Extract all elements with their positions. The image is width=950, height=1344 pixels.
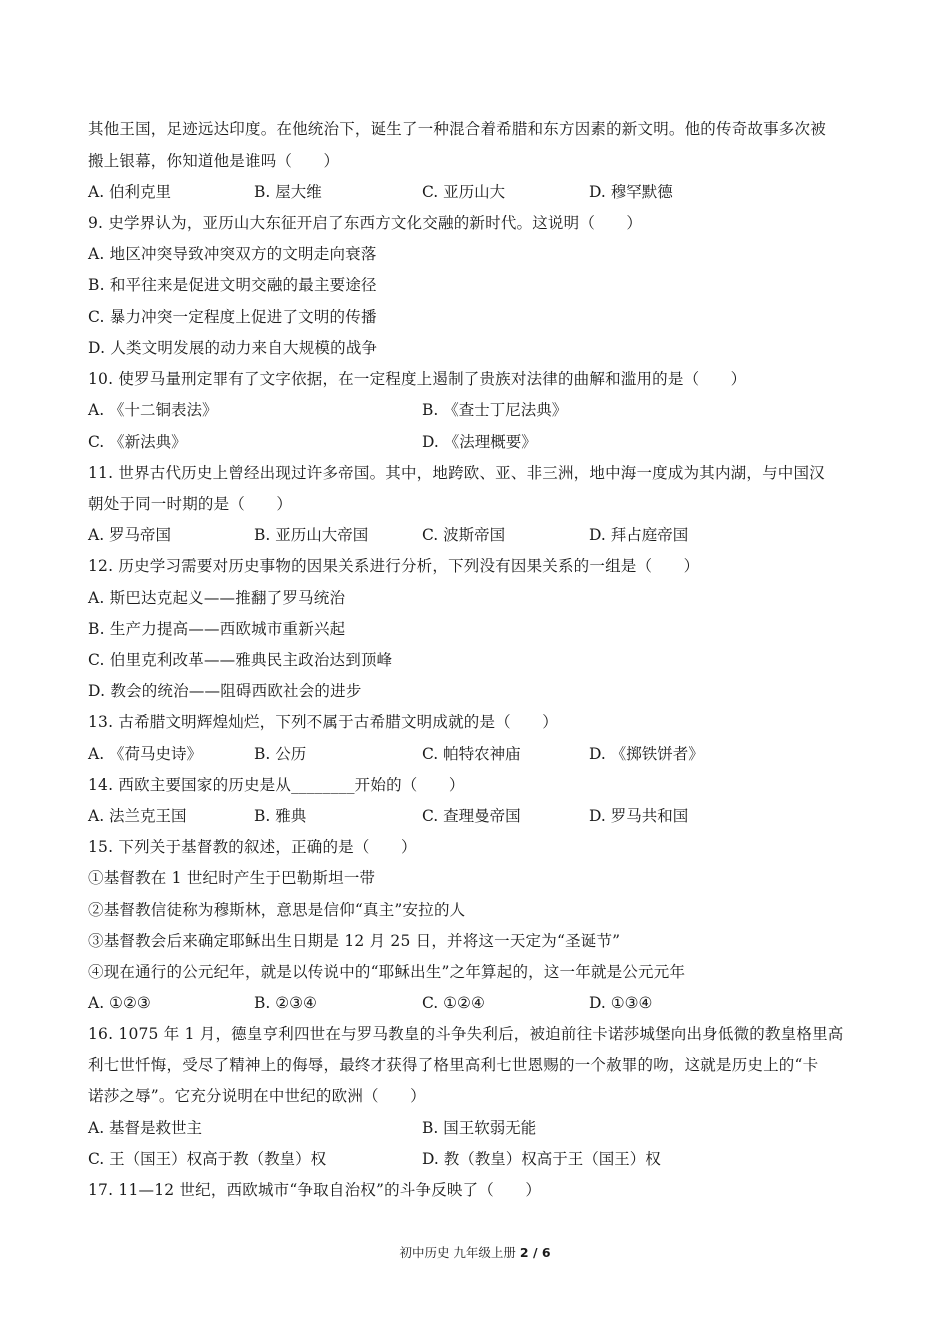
q10-option-c[interactable]: C. 《新法典》: [88, 433, 187, 451]
q9-option-b[interactable]: B. 和平往来是促进文明交融的最主要途径: [88, 276, 377, 294]
q13-option-d[interactable]: D. 《掷铁饼者》: [589, 745, 704, 763]
q15-statement-2: ②基督教信徒称为穆斯林，意思是信仰“真主”安拉的人: [88, 901, 466, 919]
q10-option-a[interactable]: A. 《十二铜表法》: [88, 401, 218, 419]
q17-stem: 17. 11—12 世纪，西欧城市“争取自治权”的斗争反映了（ ）: [88, 1181, 542, 1199]
q12-stem: 12. 历史学习需要对历史事物的因果关系进行分析，下列没有因果关系的一组是（ ）: [88, 557, 700, 575]
q8-options: [88, 182, 878, 202]
q15-options: [88, 993, 878, 1013]
q11-options: [88, 525, 878, 545]
q11-option-c[interactable]: C. 波斯帝国: [422, 526, 506, 544]
q11-option-d[interactable]: D. 拜占庭帝国: [589, 526, 689, 544]
q15-stem: 15. 下列关于基督教的叙述，正确的是（ ）: [88, 838, 417, 856]
q8-option-b[interactable]: B. 屋大维: [254, 183, 322, 201]
q9-option-d[interactable]: D. 人类文明发展的动力来自大规模的战争: [88, 339, 378, 357]
q11-option-b[interactable]: B. 亚历山大帝国: [254, 526, 369, 544]
q16-stem-line-2: 利七世忏悔，受尽了精神上的侮辱，最终才获得了格里高利七世恩赐的一个赦罪的吻，这就是历史上的“卡: [88, 1056, 819, 1074]
q15-statement-3: ③基督教会后来确定耶稣出生日期是 12 月 25 日，并将这一天定为“圣诞节”: [88, 932, 621, 950]
q16-option-c[interactable]: C. 王（国王）权高于教（教皇）权: [88, 1150, 327, 1168]
q12-option-b[interactable]: B. 生产力提高——西欧城市重新兴起: [88, 620, 346, 638]
q13-option-c[interactable]: C. 帕特农神庙: [422, 745, 521, 763]
q15-option-d[interactable]: D. ①③④: [589, 994, 653, 1012]
q13-stem: 13. 古希腊文明辉煌灿烂，下列不属于古希腊文明成就的是（ ）: [88, 713, 558, 731]
q10-stem: 10. 使罗马量刑定罪有了文字依据，在一定程度上遏制了贵族对法律的曲解和滥用的是（ ）: [88, 370, 747, 388]
q9-option-c[interactable]: C. 暴力冲突一定程度上促进了文明的传播: [88, 308, 377, 326]
q12-option-a[interactable]: A. 斯巴达克起义——推翻了罗马统治: [88, 589, 346, 607]
q16-options-row-2: [88, 1149, 878, 1169]
page-footer: [0, 1245, 950, 1261]
q12-option-d[interactable]: D. 教会的统治——阻碍西欧社会的进步: [88, 682, 362, 700]
q11-stem-line-1: 11. 世界古代历史上曾经出现过许多帝国。其中，地跨欧、亚、非三洲，地中海一度成为其内湖，与中国汉: [88, 464, 825, 482]
q16-stem-line-1: 16. 1075 年 1 月，德皇亨利四世在与罗马教皇的斗争失利后，被迫前往卡诺莎城堡向出身低微的教皇格里高: [88, 1025, 844, 1043]
q8-option-d[interactable]: D. 穆罕默德: [589, 183, 673, 201]
footer-label: 初中历史 九年级上册: [399, 1245, 520, 1260]
q14-option-a[interactable]: A. 法兰克王国: [88, 807, 187, 825]
q15-statement-4: ④现在通行的公元纪年，就是以传说中的“耶稣出生”之年算起的，这一年就是公元元年: [88, 963, 686, 981]
q11-option-a[interactable]: A. 罗马帝国: [88, 526, 172, 544]
q8-option-a[interactable]: A. 伯利克里: [88, 183, 172, 201]
q15-statement-1: ①基督教在 1 世纪时产生于巴勒斯坦一带: [88, 869, 376, 887]
q14-option-d[interactable]: D. 罗马共和国: [589, 807, 689, 825]
q10-options-row-1: [88, 400, 878, 420]
q10-option-d[interactable]: D. 《法理概要》: [422, 433, 537, 451]
page-number: 2 / 6: [519, 1245, 551, 1260]
q16-options-row-1: [88, 1118, 878, 1138]
q13-option-b[interactable]: B. 公历: [254, 745, 307, 763]
q9-stem: 9. 史学界认为，亚历山大东征开启了东西方文化交融的新时代。这说明（ ）: [88, 214, 643, 232]
q8-option-c[interactable]: C. 亚历山大: [422, 183, 506, 201]
q14-stem: 14. 西欧主要国家的历史是从________开始的（ ）: [88, 776, 465, 794]
q13-option-a[interactable]: A. 《荷马史诗》: [88, 745, 203, 763]
q13-options: [88, 744, 878, 764]
q15-option-b[interactable]: B. ②③④: [254, 994, 317, 1012]
q10-options-row-2: [88, 432, 878, 452]
q12-option-c[interactable]: C. 伯里克利改革——雅典民主政治达到顶峰: [88, 651, 393, 669]
q16-option-d[interactable]: D. 教（教皇）权高于王（国王）权: [422, 1150, 661, 1168]
q16-stem-line-3: 诺莎之辱”。它充分说明在中世纪的欧洲（ ）: [88, 1087, 426, 1105]
q15-option-c[interactable]: C. ①②④: [422, 994, 485, 1012]
q14-options: [88, 806, 878, 826]
q8-stem-line-1: 其他王国，足迹远达印度。在他统治下，诞生了一种混合着希腊和东方因素的新文明。他的传奇故事多次被: [88, 120, 826, 138]
q16-option-b[interactable]: B. 国王软弱无能: [422, 1119, 537, 1137]
q15-option-a[interactable]: A. ①②③: [88, 994, 151, 1012]
q16-option-a[interactable]: A. 基督是救世主: [88, 1119, 203, 1137]
q14-option-c[interactable]: C. 查理曼帝国: [422, 807, 521, 825]
q10-option-b[interactable]: B. 《查士丁尼法典》: [422, 401, 568, 419]
q11-stem-line-2: 朝处于同一时期的是（ ）: [88, 495, 293, 513]
q14-option-b[interactable]: B. 雅典: [254, 807, 307, 825]
q9-option-a[interactable]: A. 地区冲突导致冲突双方的文明走向衰落: [88, 245, 377, 263]
q8-stem-line-2: 搬上银幕，你知道他是谁吗（ ）: [88, 152, 340, 170]
